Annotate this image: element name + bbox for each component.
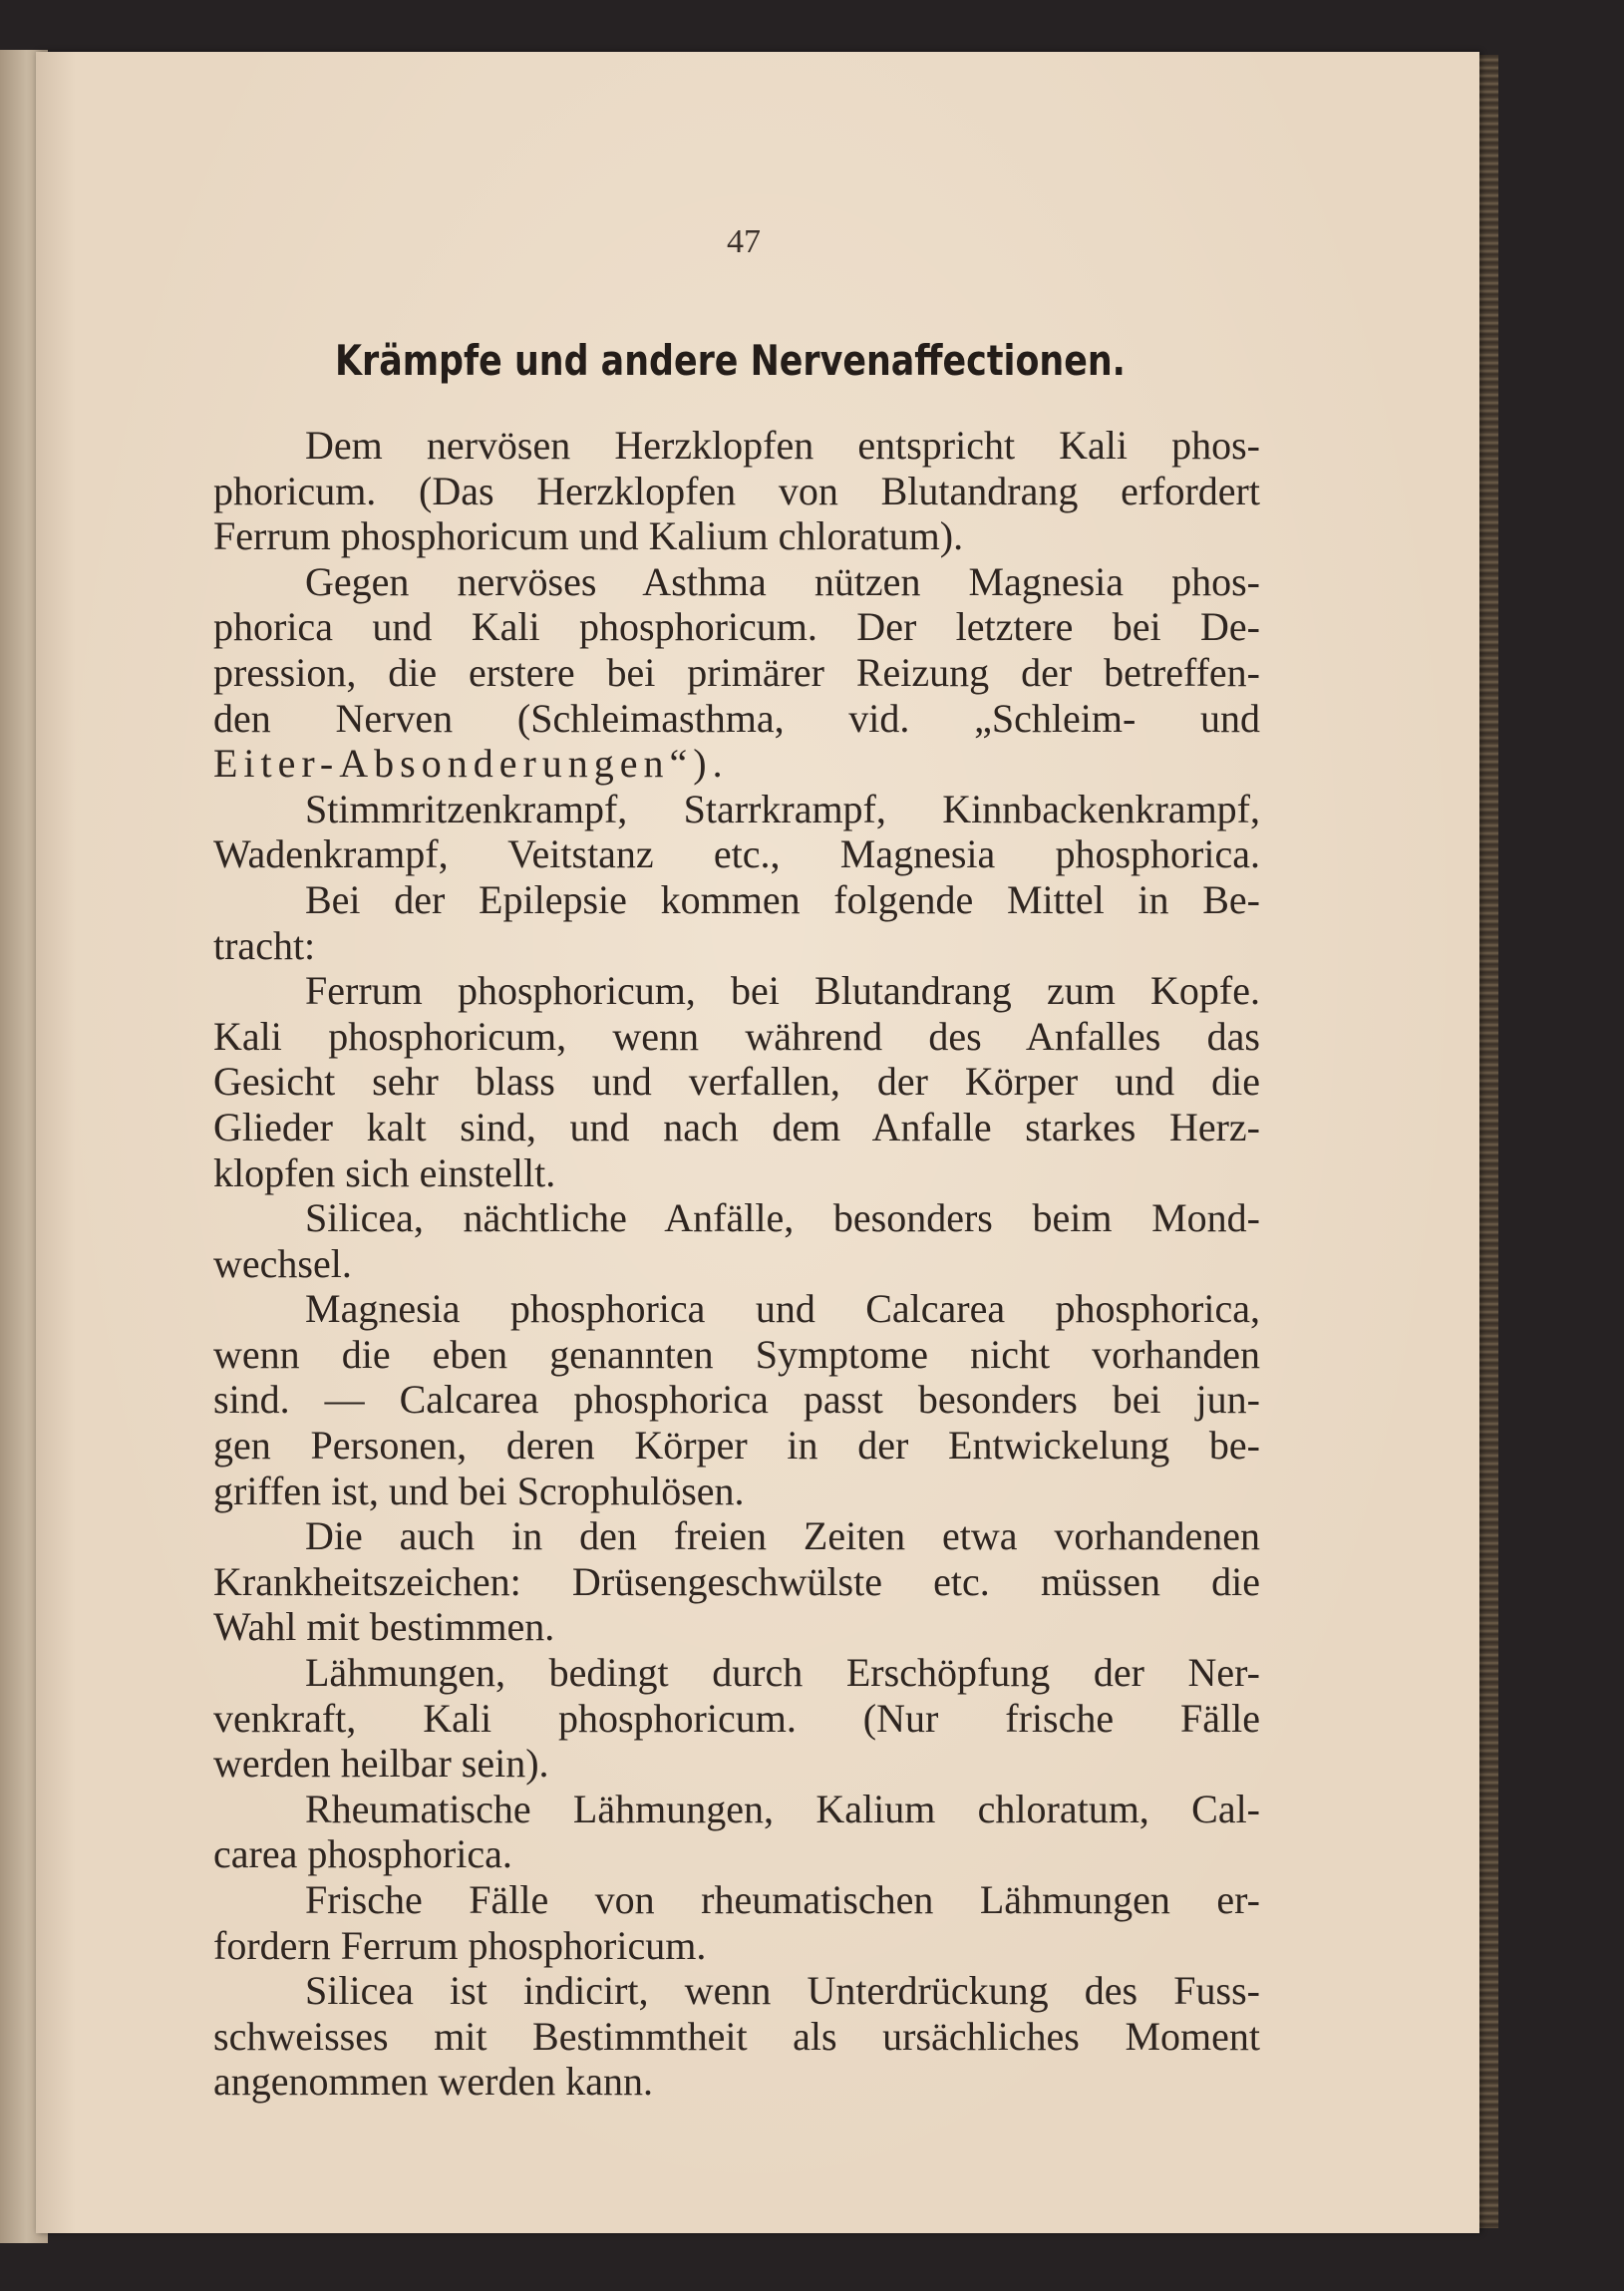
text-line: Gegen nervöses Asthma nützen Magnesia phos- [305, 558, 1260, 604]
text-line: tracht: [213, 922, 316, 968]
text-line: Frische Fälle von rheumatischen Lähmungen er- [305, 1877, 1260, 1922]
text-line: klopfen sich einstellt. [213, 1149, 556, 1195]
text-line: Glieder kalt sind, und nach dem Anfalle starkes Herz- [213, 1104, 1260, 1149]
text-line: Silicea ist indicirt, wenn Unterdrückung des Fuss- [305, 1968, 1260, 2014]
text-line: angenommen werden kann. [213, 2059, 653, 2105]
body-text [213, 423, 1260, 2105]
text-line: den Nerven (Schleimasthma, vid. „Schleim- und [213, 695, 1260, 741]
text-line: Wahl mit bestimmen. [213, 1604, 555, 1650]
page-number: 47 [727, 223, 761, 260]
text-line: werden heilbar sein). [213, 1741, 549, 1787]
text-line: pression, die erstere bei primärer Reizung der betreffen- [213, 649, 1260, 695]
text-line: Kali phosphoricum, wenn während des Anfalles das [213, 1013, 1260, 1059]
text-line: Bei der Epilepsie kommen folgende Mittel in Be- [305, 876, 1260, 922]
text-line: griffen ist, und bei Scrophulösen. [213, 1468, 745, 1513]
text-line: gen Personen, deren Körper in der Entwickelung be- [213, 1423, 1260, 1469]
text-line: wechsel. [213, 1240, 352, 1286]
text-line: Magnesia phosphorica und Calcarea phosphorica, [305, 1286, 1260, 1332]
text-line: carea phosphorica. [213, 1831, 512, 1877]
text-line: Die auch in den freien Zeiten etwa vorhandenen [305, 1513, 1260, 1559]
text-line: Ferrum phosphoricum, bei Blutandrang zum Kopfe. [305, 968, 1260, 1014]
section-heading: Krämpfe und andere Nervenaffectionen. [335, 336, 1126, 385]
book-page [36, 52, 1479, 2233]
text-line: venkraft, Kali phosphoricum. (Nur frische Fälle [213, 1695, 1260, 1741]
text-line: Silicea, nächtliche Anfälle, besonders beim Mond- [305, 1195, 1260, 1241]
text-line: phoricum. (Das Herzklopfen von Blutandrang erfordert [213, 468, 1260, 513]
text-line: Krankheitszeichen: Drüsengeschwülste etc. müssen die [213, 1558, 1260, 1604]
text-line: wenn die eben genannten Symptome nicht vorhanden [213, 1331, 1260, 1377]
text-line: Gesicht sehr blass und verfallen, der Körper und die [213, 1059, 1260, 1105]
text-line: Eiter-Absonderungen“). [213, 741, 729, 787]
text-line: Ferrum phosphoricum und Kalium chloratum). [213, 513, 964, 559]
text-line: Wadenkrampf, Veitstanz etc., Magnesia phosphorica. [213, 831, 1260, 877]
text-line: Lähmungen, bedingt durch Erschöpfung der Ner- [305, 1650, 1260, 1696]
text-line: Stimmritzenkrampf, Starrkrampf, Kinnbackenkrampf, [305, 786, 1260, 831]
text-line: Rheumatische Lähmungen, Kalium chloratum, Cal- [305, 1786, 1260, 1831]
text-line: schweisses mit Bestimmtheit als ursächliches Moment [213, 2013, 1260, 2059]
text-line: phorica und Kali phosphoricum. Der letztere bei De- [213, 604, 1260, 650]
text-line: fordern Ferrum phosphoricum. [213, 1922, 707, 1968]
text-line: Dem nervösen Herzklopfen entspricht Kali phos- [305, 423, 1260, 468]
text-line: sind. — Calcarea phosphorica passt besonders bei jun- [213, 1377, 1260, 1423]
